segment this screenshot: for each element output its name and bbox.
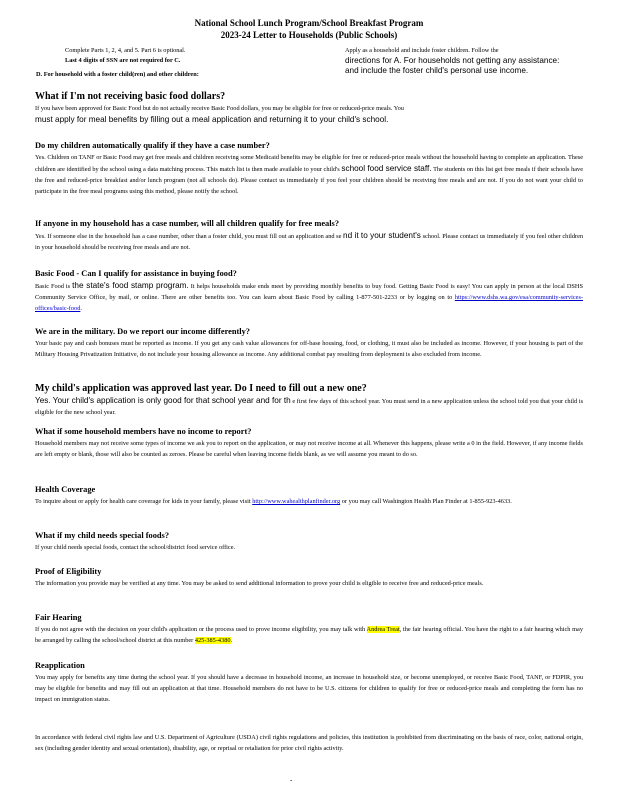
section-heading: What if some household members have no income to report?	[35, 427, 252, 436]
section-text-cont: The students on this list get free meals if their schools have the free and reduced-price breakfast and/or lunch program (not all schools do). Please contact us immediately if you feel your children should be receiving free meals and are not. If you do not want your child to participate in the free meal programs using this method, please notify the school.	[35, 166, 583, 195]
section-text: If you do not agree with the decision on your child's application or the process used to prove income eligibility, you may talk with	[35, 626, 366, 633]
section-heading: What if my child needs special foods?	[35, 531, 170, 540]
section-body	[35, 230, 583, 253]
section-body: Household members may not receive some types of income we ask you to report on the application, or may not receive income at all. Whenever this happens, please write a 0 in the field. However, if any income fields are left empty or blank, those will also be counted as zeroes. Please be careful when leaving income fields blank, as we will assume you meant to do so.	[35, 440, 583, 458]
basic-food-link[interactable]: https://www.dshs.wa.gov/esa/community-services-offices/basic-food	[35, 294, 584, 312]
section-text: Yes. Children on TANF or Basic Food may get free meals and children receiving some Medicaid benefits may be eligible for free or reduced-price meals without the household having to complete an application. These children are identified by the school using a data matching process. This match list is then made available to your child's	[35, 154, 583, 173]
section-body: Your basic pay and cash bonuses must be reported as income. If you get any cash value allowances for off-base housing, food, or clothing, it must also be included as income. However, if your housing is part of the Military Housing Privatization Initiative, do not include your housing allowance as income. Any additional combat pay resulting from deployment is also excluded from income.	[35, 340, 583, 358]
section-heading: If anyone in my household has a case number, will all children qualify for free meals?	[35, 219, 340, 228]
intro-ssn-text: Last 4 digits of SSN are not required for C.	[65, 57, 181, 64]
section-text-end: .	[80, 305, 82, 312]
fair-hearing-phone: 425-385-4380	[194, 637, 231, 644]
section-body: You may apply for benefits any time during the school year. If you should have a decrease in household income, an increase in household size, or become unemployed, or receive Basic Food, TANF, or FDPIR, you may be eligible for benefits and may fill out an application at that time. Household members do not have to be U.S. citizens for children to qualify for free or reduced-price meals and completing the form has no impact on immigration status.	[35, 674, 583, 703]
page-title: National School Lunch Program/School Breakfast Program	[194, 18, 424, 28]
section-text-cont: school. Please contact us immediately if you feel other children in your household should be receiving free meals and are not.	[35, 233, 584, 251]
intro-right-line1: Apply as a household and include foster children. Follow the	[345, 47, 499, 54]
section-body	[35, 280, 583, 314]
section-text-cont: or you may call Washington Health Plan Finder at 1-855-923-4633.	[341, 498, 512, 505]
section-text: To inquire about or apply for health care coverage for kids in your family, please visit	[35, 498, 251, 505]
section-no-income	[35, 426, 583, 460]
section-text-sans: must apply for meal benefits by filling out a meal application and returning it to your child's school.	[35, 115, 389, 124]
section-basic-food	[35, 268, 583, 314]
page-mark: -	[290, 776, 293, 784]
section-body	[35, 496, 583, 507]
section-approved-last-year	[35, 382, 583, 418]
section-heading: What if I'm not receiving basic food dollars?	[35, 91, 226, 102]
section-text-end: .	[230, 637, 233, 644]
section-text-cont: , the fair hearing official. You have the right to a fair hearing which may be arranged by calling the school/school district at this number	[35, 626, 583, 644]
section-body	[35, 624, 583, 646]
intro-right-column	[345, 46, 585, 76]
section-text: Basic Food is	[35, 283, 71, 290]
section-body	[35, 103, 583, 114]
section-proof-eligibility	[35, 566, 583, 589]
section-text: e first few days of this school year. You must send in a new application unless the school told you that your child is eligible for the new school year.	[35, 398, 584, 416]
section-heading: We are in the military. Do we report our income differently?	[35, 327, 250, 336]
section-text-sans: school food service staff.	[341, 164, 432, 173]
section-body	[35, 395, 583, 418]
civil-rights-statement: In accordance with federal civil rights law and U.S. Department of Agriculture (USDA) civil rights regulations and policies, this institution is prohibited from discriminating on the basis of race, color, national origin, sex (including gender identity and sexual orientation), disability, age, or reprisal or retaliation for prior civil rights activity.	[35, 734, 583, 752]
section-body: The information you provide may be verified at any time. You may be asked to send additional information to prove your child is eligible to receive free and reduced-price meals.	[35, 580, 484, 587]
health-plan-link[interactable]: http://www.wahealthplanfinder.org	[252, 498, 341, 505]
section-case-number	[35, 140, 583, 197]
section-heading: Reapplication	[35, 661, 85, 670]
section-heading: Health Coverage	[35, 485, 96, 494]
intro-right-line3: and include the foster child's personal use income.	[345, 66, 529, 75]
section-text-sans: nd it to your student's	[343, 231, 421, 240]
intro-instructions	[50, 46, 330, 66]
section-fair-hearing	[35, 612, 583, 646]
section-military	[35, 326, 583, 360]
intro-part-d: D. For household with a foster child(ren) and other children:	[36, 71, 199, 78]
fair-hearing-contact: Andrea Treat	[366, 626, 400, 633]
intro-complete-text: Complete Parts 1, 2, 4, and 5. Part 6 is optional.	[65, 47, 186, 54]
section-heading: Proof of Eligibility	[35, 567, 102, 576]
section-heading: My child's application was approved last year. Do I need to fill out a new one?	[35, 383, 367, 394]
section-reapplication	[35, 660, 583, 705]
section-body: If your child needs special foods, contact the school/district food service office.	[35, 544, 236, 551]
page-subtitle: 2023-24 Letter to Households (Public Schools)	[220, 30, 398, 40]
section-anyone-case-number	[35, 218, 583, 253]
section-text-cont: It helps households make ends meet by providing monthly benefits to buy food. Getting Basic Food is easy! You can apply in person at the local DSHS Community Service Office, by mail, or online. There are other benefits too. You can learn about Basic Food by calling 1-877-501-2233 or by logging on to	[35, 283, 583, 301]
section-text-sans: Yes. Your child's application is only good for that school year and for th	[35, 396, 291, 405]
section-text-sans: the state's food stamp program.	[72, 281, 189, 290]
section-basic-food-dollars	[35, 90, 583, 125]
section-heading: Do my children automatically qualify if they have a case number?	[35, 141, 270, 150]
section-text: If you have been approved for Basic Food but do not actually receive Basic Food dollars, you may be eligible for free or reduced-price meals. You	[35, 105, 404, 112]
section-text: Yes. If someone else in the household has a case number, other than a foster child, you must fill out an application and se	[35, 233, 342, 240]
section-special-foods	[35, 530, 583, 553]
section-heading: Basic Food - Can I qualify for assistance in buying food?	[35, 269, 237, 278]
section-body	[35, 152, 583, 197]
intro-right-line2: directions for A. For households not getting any assistance:	[345, 56, 560, 65]
section-heading: Fair Hearing	[35, 613, 82, 622]
section-health-coverage	[35, 484, 583, 507]
